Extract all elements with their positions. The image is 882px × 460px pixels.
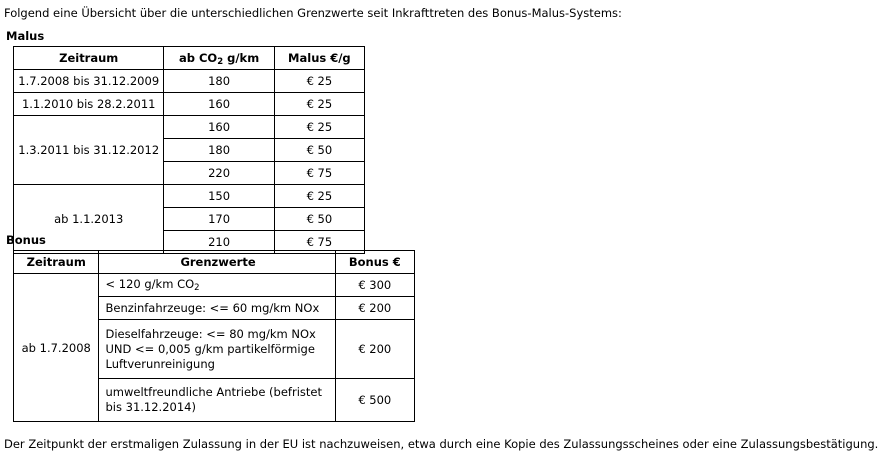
bonus-grenzwert-cell	[99, 274, 335, 297]
malus-value-cell: € 25	[274, 93, 364, 116]
bonus-value-cell: € 500	[335, 379, 414, 422]
table-row	[14, 116, 365, 139]
malus-header-co2	[164, 47, 274, 70]
malus-co2-cell: 210	[164, 231, 274, 254]
malus-co2-cell: 150	[164, 185, 274, 208]
table-row	[14, 70, 365, 93]
bonus-grenzwert-cell: Dieselfahrzeuge: <= 80 mg/km NOx UND <= 0,005 g/km partikelförmige Luftverunreinigung	[99, 320, 335, 379]
bonus-grenzwert-cell: umweltfreundliche Antriebe (befristet bis 31.12.2014)	[99, 379, 335, 422]
malus-value-cell: € 50	[274, 208, 364, 231]
bonus-value-cell: € 200	[335, 320, 414, 379]
malus-value-cell: € 25	[274, 185, 364, 208]
bonus-grenzwert-subscript: 2	[194, 282, 200, 293]
malus-header-co2-suffix: g/km	[223, 51, 260, 65]
malus-value-cell: € 50	[274, 139, 364, 162]
malus-value-cell: € 25	[274, 116, 364, 139]
bonus-zeitraum-cell: ab 1.7.2008	[14, 274, 99, 422]
malus-value-cell: € 75	[274, 231, 364, 254]
malus-zeitraum-cell: 1.7.2008 bis 31.12.2009	[14, 70, 164, 93]
footnote-paragraph: Der Zeitpunkt der erstmaligen Zulassung in der EU ist nachzuweisen, etwa durch eine Kopie des Zulassungsscheines oder eine Zulassungsbestätigung.	[4, 437, 879, 451]
malus-header-co2-subscript: 2	[217, 57, 224, 67]
malus-table	[13, 46, 365, 254]
malus-co2-cell: 220	[164, 162, 274, 185]
malus-co2-cell: 160	[164, 93, 274, 116]
bonus-grenzwert-cell: Benzinfahrzeuge: <= 60 mg/km NOx	[99, 297, 335, 320]
malus-co2-cell: 160	[164, 116, 274, 139]
bonus-value-cell: € 300	[335, 274, 414, 297]
table-header-row	[14, 47, 365, 70]
malus-section-title: Malus	[6, 29, 45, 43]
bonus-section-title: Bonus	[6, 233, 46, 247]
malus-zeitraum-cell: 1.3.2011 bis 31.12.2012	[14, 116, 164, 185]
bonus-table	[13, 250, 415, 422]
malus-value-cell: € 75	[274, 162, 364, 185]
bonus-header-grenzwerte: Grenzwerte	[99, 251, 335, 274]
table-header-row	[14, 251, 415, 274]
malus-co2-cell: 180	[164, 139, 274, 162]
malus-header-co2-prefix: ab CO	[178, 51, 218, 65]
malus-co2-cell: 180	[164, 70, 274, 93]
bonus-header-zeitraum: Zeitraum	[14, 251, 99, 274]
malus-value-cell: € 25	[274, 70, 364, 93]
table-row	[14, 185, 365, 208]
malus-header-zeitraum: Zeitraum	[14, 47, 164, 70]
malus-header-malus: Malus €/g	[274, 47, 364, 70]
bonus-value-cell: € 200	[335, 297, 414, 320]
bonus-grenzwert-text: < 120 g/km CO	[105, 276, 195, 291]
malus-zeitraum-cell: ab 1.1.2013	[14, 185, 164, 254]
malus-co2-cell: 170	[164, 208, 274, 231]
table-row	[14, 274, 415, 297]
intro-paragraph: Folgend eine Übersicht über die unterschiedlichen Grenzwerte seit Inkrafttreten des Bonus-Malus-Systems:	[4, 6, 622, 20]
bonus-header-bonus: Bonus €	[335, 251, 414, 274]
malus-zeitraum-cell: 1.1.2010 bis 28.2.2011	[14, 93, 164, 116]
table-row	[14, 93, 365, 116]
